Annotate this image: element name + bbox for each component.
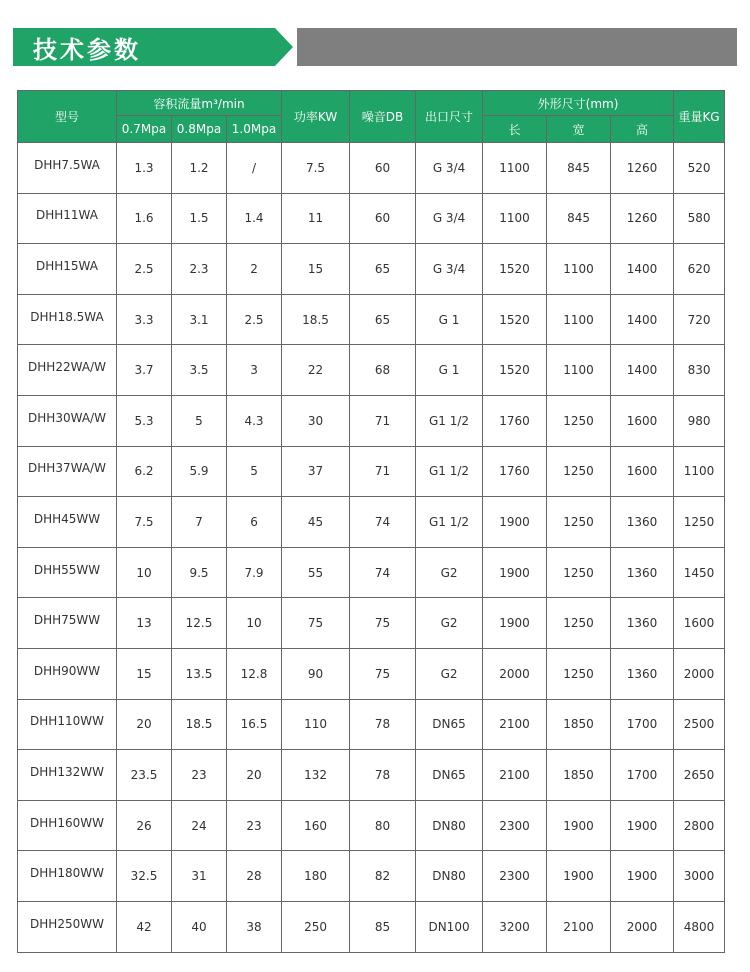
power-cell: 37 bbox=[282, 446, 350, 497]
weight-cell: 580 bbox=[674, 193, 725, 244]
table-row bbox=[18, 244, 725, 295]
table-row bbox=[18, 901, 725, 952]
power-cell: 45 bbox=[282, 497, 350, 548]
banner-gray-bar bbox=[281, 28, 737, 66]
length-cell: 1520 bbox=[483, 345, 547, 396]
flow-0-8-cell: 31 bbox=[172, 851, 227, 902]
noise-cell: 68 bbox=[350, 345, 416, 396]
model-cell: DHH11WA bbox=[18, 193, 117, 244]
flow-1-0-cell: 5 bbox=[227, 446, 282, 497]
width-cell: 1250 bbox=[547, 446, 611, 497]
flow-0-7-cell: 32.5 bbox=[117, 851, 172, 902]
power-cell: 160 bbox=[282, 800, 350, 851]
flow-0-7-cell: 2.5 bbox=[117, 244, 172, 295]
spec-table bbox=[17, 90, 725, 953]
flow-1-0-cell: 20 bbox=[227, 750, 282, 801]
power-cell: 250 bbox=[282, 901, 350, 952]
outlet-cell: G 1 bbox=[416, 345, 483, 396]
header-power: 功率KW bbox=[282, 91, 350, 143]
table-row bbox=[18, 547, 725, 598]
width-cell: 1250 bbox=[547, 547, 611, 598]
width-cell: 1850 bbox=[547, 699, 611, 750]
power-cell: 75 bbox=[282, 598, 350, 649]
flow-0-8-cell: 3.1 bbox=[172, 294, 227, 345]
noise-cell: 60 bbox=[350, 193, 416, 244]
flow-0-7-cell: 3.7 bbox=[117, 345, 172, 396]
noise-cell: 78 bbox=[350, 750, 416, 801]
flow-0-7-cell: 3.3 bbox=[117, 294, 172, 345]
model-cell: DHH90WW bbox=[18, 648, 117, 699]
table-row bbox=[18, 750, 725, 801]
section-banner bbox=[13, 28, 737, 66]
flow-0-8-cell: 1.2 bbox=[172, 143, 227, 194]
width-cell: 1100 bbox=[547, 244, 611, 295]
model-cell: DHH55WW bbox=[18, 547, 117, 598]
power-cell: 180 bbox=[282, 851, 350, 902]
length-cell: 2300 bbox=[483, 851, 547, 902]
length-cell: 1900 bbox=[483, 497, 547, 548]
flow-0-7-cell: 15 bbox=[117, 648, 172, 699]
flow-1-0-cell: 7.9 bbox=[227, 547, 282, 598]
flow-0-7-cell: 10 bbox=[117, 547, 172, 598]
flow-1-0-cell: 1.4 bbox=[227, 193, 282, 244]
weight-cell: 1100 bbox=[674, 446, 725, 497]
weight-cell: 1600 bbox=[674, 598, 725, 649]
header-length: 长 bbox=[483, 116, 547, 143]
length-cell: 2100 bbox=[483, 750, 547, 801]
noise-cell: 75 bbox=[350, 648, 416, 699]
header-pressure-1-0: 1.0Mpa bbox=[227, 116, 282, 143]
power-cell: 18.5 bbox=[282, 294, 350, 345]
table-row bbox=[18, 648, 725, 699]
section-title: 技术参数 bbox=[33, 35, 141, 64]
flow-0-7-cell: 42 bbox=[117, 901, 172, 952]
height-cell: 1600 bbox=[611, 446, 674, 497]
flow-0-8-cell: 12.5 bbox=[172, 598, 227, 649]
noise-cell: 78 bbox=[350, 699, 416, 750]
weight-cell: 1250 bbox=[674, 497, 725, 548]
width-cell: 1850 bbox=[547, 750, 611, 801]
flow-0-7-cell: 5.3 bbox=[117, 395, 172, 446]
power-cell: 110 bbox=[282, 699, 350, 750]
height-cell: 1400 bbox=[611, 244, 674, 295]
width-cell: 1100 bbox=[547, 294, 611, 345]
outlet-cell: G 3/4 bbox=[416, 143, 483, 194]
power-cell: 30 bbox=[282, 395, 350, 446]
height-cell: 1900 bbox=[611, 800, 674, 851]
power-cell: 11 bbox=[282, 193, 350, 244]
flow-0-7-cell: 20 bbox=[117, 699, 172, 750]
flow-0-7-cell: 1.3 bbox=[117, 143, 172, 194]
header-pressure-0-7: 0.7Mpa bbox=[117, 116, 172, 143]
outlet-cell: DN100 bbox=[416, 901, 483, 952]
table-row bbox=[18, 497, 725, 548]
flow-0-8-cell: 24 bbox=[172, 800, 227, 851]
flow-1-0-cell: 2 bbox=[227, 244, 282, 295]
outlet-cell: G 3/4 bbox=[416, 244, 483, 295]
power-cell: 22 bbox=[282, 345, 350, 396]
length-cell: 1520 bbox=[483, 244, 547, 295]
height-cell: 1600 bbox=[611, 395, 674, 446]
length-cell: 2000 bbox=[483, 648, 547, 699]
outlet-cell: G2 bbox=[416, 547, 483, 598]
outlet-cell: DN80 bbox=[416, 851, 483, 902]
model-cell: DHH15WA bbox=[18, 244, 117, 295]
table-row bbox=[18, 851, 725, 902]
model-cell: DHH45WW bbox=[18, 497, 117, 548]
header-model: 型号 bbox=[18, 91, 117, 143]
length-cell: 1760 bbox=[483, 446, 547, 497]
height-cell: 1360 bbox=[611, 547, 674, 598]
noise-cell: 71 bbox=[350, 395, 416, 446]
spec-table-header bbox=[18, 91, 725, 143]
height-cell: 1700 bbox=[611, 699, 674, 750]
flow-0-8-cell: 5.9 bbox=[172, 446, 227, 497]
outlet-cell: DN65 bbox=[416, 699, 483, 750]
header-outlet: 出口尺寸 bbox=[416, 91, 483, 143]
model-cell: DHH110WW bbox=[18, 699, 117, 750]
header-pressure-0-8: 0.8Mpa bbox=[172, 116, 227, 143]
width-cell: 2100 bbox=[547, 901, 611, 952]
model-cell: DHH250WW bbox=[18, 901, 117, 952]
model-cell: DHH37WA/W bbox=[18, 446, 117, 497]
model-cell: DHH180WW bbox=[18, 851, 117, 902]
noise-cell: 74 bbox=[350, 547, 416, 598]
model-cell: DHH18.5WA bbox=[18, 294, 117, 345]
flow-0-8-cell: 2.3 bbox=[172, 244, 227, 295]
noise-cell: 75 bbox=[350, 598, 416, 649]
height-cell: 1260 bbox=[611, 193, 674, 244]
weight-cell: 620 bbox=[674, 244, 725, 295]
power-cell: 55 bbox=[282, 547, 350, 598]
model-cell: DHH132WW bbox=[18, 750, 117, 801]
height-cell: 2000 bbox=[611, 901, 674, 952]
weight-cell: 2650 bbox=[674, 750, 725, 801]
outlet-cell: G1 1/2 bbox=[416, 395, 483, 446]
flow-1-0-cell: 38 bbox=[227, 901, 282, 952]
power-cell: 132 bbox=[282, 750, 350, 801]
model-cell: DHH22WA/W bbox=[18, 345, 117, 396]
height-cell: 1400 bbox=[611, 294, 674, 345]
length-cell: 1900 bbox=[483, 598, 547, 649]
length-cell: 1100 bbox=[483, 143, 547, 194]
height-cell: 1900 bbox=[611, 851, 674, 902]
height-cell: 1360 bbox=[611, 648, 674, 699]
table-row bbox=[18, 345, 725, 396]
height-cell: 1360 bbox=[611, 598, 674, 649]
width-cell: 845 bbox=[547, 143, 611, 194]
noise-cell: 74 bbox=[350, 497, 416, 548]
model-cell: DHH7.5WA bbox=[18, 143, 117, 194]
flow-1-0-cell: / bbox=[227, 143, 282, 194]
flow-0-7-cell: 26 bbox=[117, 800, 172, 851]
length-cell: 1100 bbox=[483, 193, 547, 244]
length-cell: 1900 bbox=[483, 547, 547, 598]
flow-1-0-cell: 12.8 bbox=[227, 648, 282, 699]
flow-0-8-cell: 23 bbox=[172, 750, 227, 801]
power-cell: 15 bbox=[282, 244, 350, 295]
spec-table-body bbox=[18, 143, 725, 953]
header-height: 高 bbox=[611, 116, 674, 143]
outlet-cell: G1 1/2 bbox=[416, 446, 483, 497]
width-cell: 1900 bbox=[547, 800, 611, 851]
model-cell: DHH160WW bbox=[18, 800, 117, 851]
height-cell: 1260 bbox=[611, 143, 674, 194]
table-row bbox=[18, 699, 725, 750]
noise-cell: 85 bbox=[350, 901, 416, 952]
table-row bbox=[18, 294, 725, 345]
flow-0-7-cell: 7.5 bbox=[117, 497, 172, 548]
noise-cell: 80 bbox=[350, 800, 416, 851]
flow-1-0-cell: 2.5 bbox=[227, 294, 282, 345]
width-cell: 1900 bbox=[547, 851, 611, 902]
height-cell: 1400 bbox=[611, 345, 674, 396]
table-row bbox=[18, 193, 725, 244]
outlet-cell: DN80 bbox=[416, 800, 483, 851]
model-cell: DHH75WW bbox=[18, 598, 117, 649]
flow-0-7-cell: 1.6 bbox=[117, 193, 172, 244]
table-row bbox=[18, 598, 725, 649]
table-row bbox=[18, 446, 725, 497]
flow-0-7-cell: 23.5 bbox=[117, 750, 172, 801]
height-cell: 1360 bbox=[611, 497, 674, 548]
header-width: 宽 bbox=[547, 116, 611, 143]
weight-cell: 2500 bbox=[674, 699, 725, 750]
noise-cell: 60 bbox=[350, 143, 416, 194]
flow-1-0-cell: 10 bbox=[227, 598, 282, 649]
weight-cell: 980 bbox=[674, 395, 725, 446]
banner-arrow-icon bbox=[275, 28, 293, 66]
weight-cell: 4800 bbox=[674, 901, 725, 952]
flow-0-8-cell: 9.5 bbox=[172, 547, 227, 598]
flow-0-8-cell: 13.5 bbox=[172, 648, 227, 699]
length-cell: 1760 bbox=[483, 395, 547, 446]
table-row bbox=[18, 143, 725, 194]
width-cell: 1100 bbox=[547, 345, 611, 396]
table-row bbox=[18, 395, 725, 446]
flow-0-7-cell: 6.2 bbox=[117, 446, 172, 497]
width-cell: 1250 bbox=[547, 497, 611, 548]
outlet-cell: G 1 bbox=[416, 294, 483, 345]
table-row bbox=[18, 800, 725, 851]
flow-0-7-cell: 13 bbox=[117, 598, 172, 649]
flow-1-0-cell: 6 bbox=[227, 497, 282, 548]
height-cell: 1700 bbox=[611, 750, 674, 801]
length-cell: 1520 bbox=[483, 294, 547, 345]
weight-cell: 2000 bbox=[674, 648, 725, 699]
flow-0-8-cell: 5 bbox=[172, 395, 227, 446]
noise-cell: 82 bbox=[350, 851, 416, 902]
width-cell: 1250 bbox=[547, 395, 611, 446]
length-cell: 3200 bbox=[483, 901, 547, 952]
length-cell: 2100 bbox=[483, 699, 547, 750]
flow-0-8-cell: 18.5 bbox=[172, 699, 227, 750]
flow-0-8-cell: 3.5 bbox=[172, 345, 227, 396]
power-cell: 90 bbox=[282, 648, 350, 699]
noise-cell: 65 bbox=[350, 244, 416, 295]
weight-cell: 720 bbox=[674, 294, 725, 345]
flow-0-8-cell: 40 bbox=[172, 901, 227, 952]
flow-1-0-cell: 3 bbox=[227, 345, 282, 396]
outlet-cell: G 3/4 bbox=[416, 193, 483, 244]
outlet-cell: G2 bbox=[416, 648, 483, 699]
width-cell: 845 bbox=[547, 193, 611, 244]
width-cell: 1250 bbox=[547, 648, 611, 699]
noise-cell: 65 bbox=[350, 294, 416, 345]
header-weight: 重量KG bbox=[674, 91, 725, 143]
weight-cell: 830 bbox=[674, 345, 725, 396]
flow-1-0-cell: 16.5 bbox=[227, 699, 282, 750]
length-cell: 2300 bbox=[483, 800, 547, 851]
noise-cell: 71 bbox=[350, 446, 416, 497]
weight-cell: 3000 bbox=[674, 851, 725, 902]
outlet-cell: DN65 bbox=[416, 750, 483, 801]
flow-1-0-cell: 23 bbox=[227, 800, 282, 851]
header-flow: 容积流量m³/min bbox=[117, 91, 282, 116]
weight-cell: 1450 bbox=[674, 547, 725, 598]
header-noise: 噪音DB bbox=[350, 91, 416, 143]
width-cell: 1250 bbox=[547, 598, 611, 649]
weight-cell: 2800 bbox=[674, 800, 725, 851]
flow-0-8-cell: 7 bbox=[172, 497, 227, 548]
flow-1-0-cell: 28 bbox=[227, 851, 282, 902]
model-cell: DHH30WA/W bbox=[18, 395, 117, 446]
flow-1-0-cell: 4.3 bbox=[227, 395, 282, 446]
outlet-cell: G1 1/2 bbox=[416, 497, 483, 548]
flow-0-8-cell: 1.5 bbox=[172, 193, 227, 244]
banner-green-block bbox=[13, 28, 275, 66]
weight-cell: 520 bbox=[674, 143, 725, 194]
header-dimensions: 外形尺寸(mm) bbox=[483, 91, 674, 116]
power-cell: 7.5 bbox=[282, 143, 350, 194]
outlet-cell: G2 bbox=[416, 598, 483, 649]
